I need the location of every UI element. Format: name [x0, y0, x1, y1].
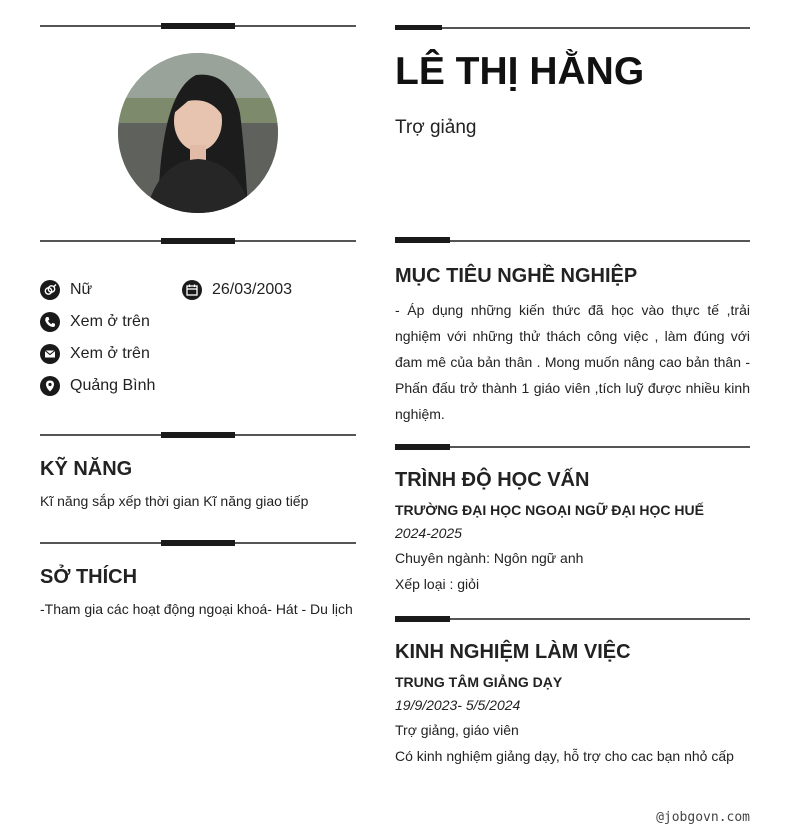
gender-value: Nữ	[70, 281, 93, 298]
hobbies-text: -Tham gia các hoạt động ngoại khoá- Hát - Du lịch	[40, 601, 353, 617]
envelope-icon	[40, 344, 60, 364]
avatar	[118, 53, 278, 213]
objective-text: - Áp dụng những kiến thức đã học vào thực tế ,trải nghiệm với những thử thách công việc , làm đúng với đam mê của bản thân . Mong muốn nâng cao bản thân - Phấn đấu trở thành 1 giáo viên ,tích luỹ được nhiều kinh nghiệm.	[395, 302, 750, 422]
school-name: TRƯỜNG ĐẠI HỌC NGOẠI NGỮ ĐẠI HỌC HUẾ	[395, 502, 704, 518]
candidate-name: LÊ THỊ HẰNG	[395, 50, 645, 93]
experience-role: Trợ giảng, giáo viên	[395, 722, 519, 738]
address-value: Quảng Bình	[70, 377, 156, 394]
location-pin-icon	[40, 376, 60, 396]
job-position: Trợ giảng	[395, 117, 477, 138]
skills-title: KỸ NĂNG	[40, 458, 133, 480]
education-rank: Xếp loại : giỏi	[395, 576, 480, 592]
company-name: TRUNG TÂM GIẢNG DẠY	[395, 674, 563, 690]
phone-value: Xem ở trên	[70, 313, 150, 330]
education-period: 2024-2025	[395, 525, 462, 541]
phone-icon	[40, 312, 60, 332]
experience-description: Có kinh nghiệm giảng dạy, hỗ trợ cho cac bạn nhỏ cấp	[395, 748, 734, 764]
birthday-value: 26/03/2003	[212, 281, 293, 298]
calendar-icon	[182, 280, 202, 300]
education-title: TRÌNH ĐỘ HỌC VẤN	[395, 469, 590, 491]
hobbies-title: SỞ THÍCH	[40, 566, 138, 588]
email-value: Xem ở trên	[70, 345, 150, 362]
gender-icon	[40, 280, 60, 300]
experience-period: 19/9/2023- 5/5/2024	[395, 697, 521, 713]
education-major: Chuyên ngành: Ngôn ngữ anh	[395, 550, 584, 566]
skills-text: Kĩ năng sắp xếp thời gian Kĩ năng giao tiếp	[40, 493, 309, 509]
objective-title: MỤC TIÊU NGHỀ NGHIỆP	[395, 265, 638, 287]
watermark: @jobgovn.com	[656, 810, 750, 825]
experience-title: KINH NGHIỆM LÀM VIỆC	[395, 641, 631, 663]
